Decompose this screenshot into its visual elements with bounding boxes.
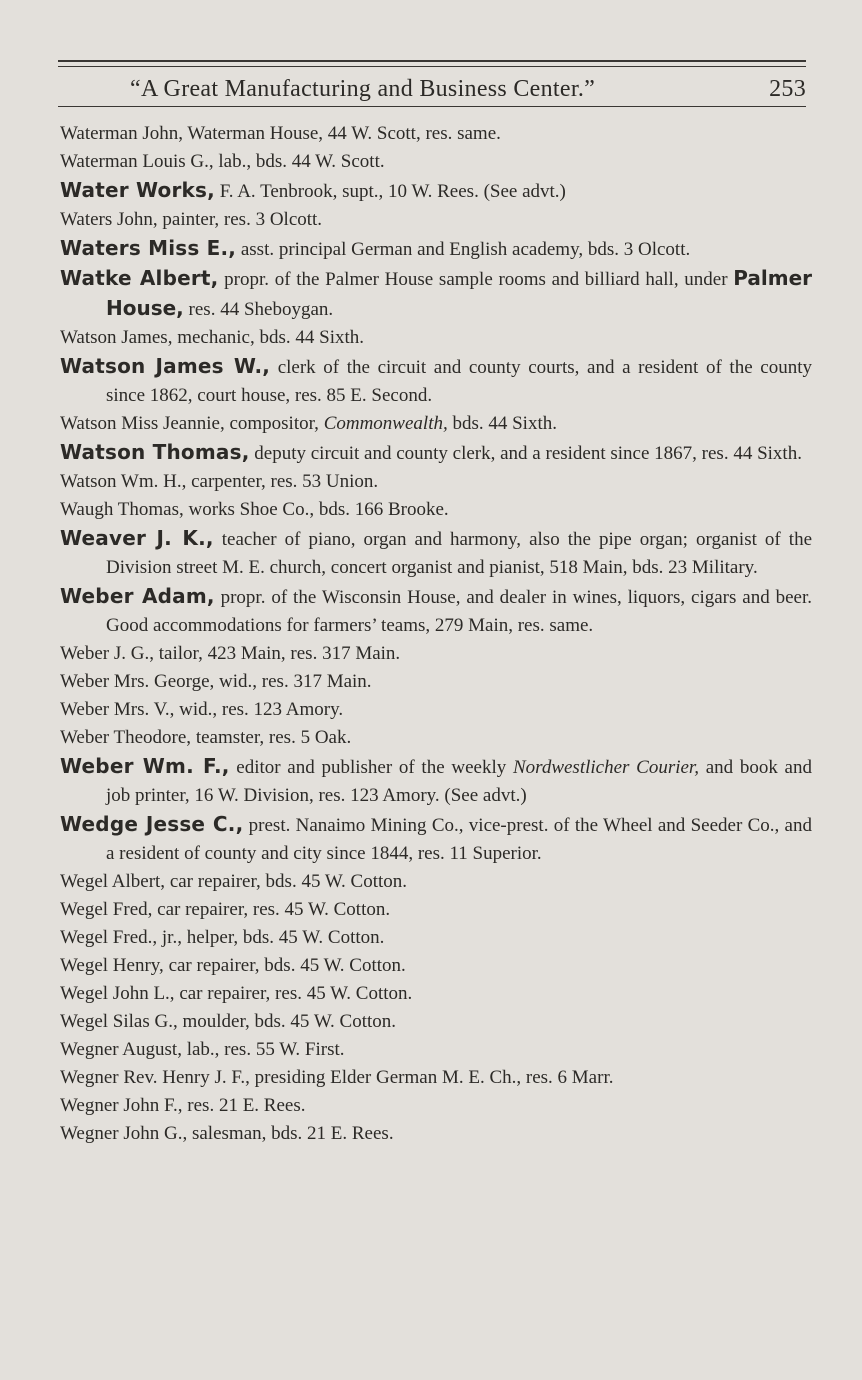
- entry-name: Water Works,: [60, 178, 215, 202]
- entry-name: Wegel Fred., jr.,: [60, 927, 182, 948]
- header-rule-top: [58, 60, 806, 62]
- entry: [60, 952, 812, 980]
- entry-details: works Shoe Co., bds. 166 Brooke.: [183, 499, 449, 520]
- entry-details: tailor, 423 Main, res. 317 Main.: [153, 643, 401, 664]
- entry: [60, 752, 812, 810]
- header-rule-top-thin: [58, 66, 806, 67]
- entry: [60, 206, 812, 234]
- entry-name: Wegner Rev. Henry J. F.,: [60, 1067, 250, 1088]
- entry-details: editor and publisher of the weekly: [229, 757, 513, 778]
- entry-name: Wegner John F.,: [60, 1095, 183, 1116]
- entry-details: presiding Elder German M. E. Ch., res. 6 Marr.: [249, 1067, 614, 1088]
- entry-details: wid., res. 317 Main.: [214, 671, 372, 692]
- entry-name: Weber Theodore,: [60, 727, 192, 748]
- entry-name: Wegel Fred,: [60, 899, 153, 920]
- entry-name: Watson James W.,: [60, 354, 271, 378]
- entry-details: mechanic, bds. 44 Sixth.: [172, 327, 365, 348]
- entry: [60, 668, 812, 696]
- entry-details: prest. Nanaimo Mining Co., vice-prest. of the Wheel and Seeder Co., and a resident of county and city since 1844, res. 11 Superior.: [106, 815, 812, 864]
- entry-name: Watson Miss Jeannie,: [60, 413, 225, 434]
- entry-name: Wegel John L.,: [60, 983, 175, 1004]
- entry-name: Wegel Albert,: [60, 871, 166, 892]
- entry: [60, 1120, 812, 1148]
- entry-name: Wegel Henry,: [60, 955, 164, 976]
- entry-details: F. A. Tenbrook, supt., 10 W. Rees. (See advt.): [214, 181, 566, 202]
- entry: [60, 640, 812, 668]
- entry: [60, 1036, 812, 1064]
- entry: [60, 468, 812, 496]
- entry: [60, 438, 812, 468]
- entry: [60, 980, 812, 1008]
- header-rule-bottom: [58, 106, 806, 107]
- entry-name: Weber Mrs. George,: [60, 671, 215, 692]
- entry: [60, 410, 812, 438]
- page-number: 253: [769, 76, 806, 102]
- entry: [60, 810, 812, 868]
- entry: [60, 264, 812, 324]
- entry: [60, 896, 812, 924]
- entry-name: Watke Albert,: [60, 266, 219, 290]
- entry-details: Waterman House, 44 W. Scott, res. same.: [183, 123, 501, 144]
- entry-details: propr. of the Wisconsin House, and dealer in wines, liquors, cigars and beer. Good accommodations for farmers’ teams, 279 Main, res. same.: [106, 587, 812, 636]
- entry: [60, 696, 812, 724]
- entry-details: moulder, bds. 45 W. Cotton.: [177, 1011, 397, 1032]
- entry-details: car repairer, bds. 45 W. Cotton.: [165, 871, 408, 892]
- header-title: “A Great Manufacturing and Business Center.”: [130, 76, 596, 102]
- entry-name: Waters John,: [60, 209, 158, 230]
- entry-name: Waters Miss E.,: [60, 236, 237, 260]
- entry-name: Waterman Louis G.,: [60, 151, 214, 172]
- entry-name: Weaver J. K.,: [60, 526, 214, 550]
- entry-details: teacher of piano, organ and harmony, also the pipe organ; organist of the Division street M. E. church, concert organist and pianist, 518 Main, bds. 23 Military.: [106, 529, 812, 578]
- entry-details: res. 21 E. Rees.: [182, 1095, 306, 1116]
- entry-name: Weber Mrs. V.,: [60, 699, 175, 720]
- entry-details: lab., bds. 44 W. Scott.: [213, 151, 385, 172]
- entry: [60, 120, 812, 148]
- entry-name: Watson James,: [60, 327, 173, 348]
- entry-name: Wedge Jesse C.,: [60, 812, 244, 836]
- entry-details: asst. principal German and English academy, bds. 3 Olcott.: [236, 239, 691, 260]
- entry-name: Waterman John,: [60, 123, 183, 144]
- entry-details: car repairer, bds. 45 W. Cotton.: [163, 955, 406, 976]
- entry-name: Watson Thomas,: [60, 440, 250, 464]
- entry-details: propr. of the Palmer House sample rooms and billiard hall, under: [218, 269, 734, 290]
- entry-details: carpenter, res. 53 Union.: [186, 471, 379, 492]
- entry: [60, 1008, 812, 1036]
- entry-name: Waugh Thomas,: [60, 499, 184, 520]
- entry-bold-inline: Palmer House,: [106, 266, 812, 320]
- entry-italic: Commonwealth,: [323, 413, 448, 434]
- entry-italic: Nordwestlicher Courier,: [512, 757, 699, 778]
- entry: [60, 324, 812, 352]
- entry: [60, 582, 812, 640]
- entry: [60, 496, 812, 524]
- entry-name: Weber Wm. F.,: [60, 754, 230, 778]
- entry-details-end: and book and job printer, 16 W. Division, res. 123 Amory. (See advt.): [106, 757, 812, 806]
- directory-entries: [60, 120, 812, 1148]
- entry-details: compositor,: [224, 413, 324, 434]
- entry: [60, 924, 812, 952]
- entry-name: Wegel Silas G.,: [60, 1011, 178, 1032]
- entry-details: clerk of the circuit and county courts, and a resident of the county since 1862, court house, res. 85 E. Second.: [106, 357, 812, 406]
- entry: [60, 868, 812, 896]
- entry-details: lab., res. 55 W. First.: [181, 1039, 345, 1060]
- entry: [60, 176, 812, 206]
- entry: [60, 234, 812, 264]
- entry: [60, 1092, 812, 1120]
- entry: [60, 352, 812, 410]
- entry-name: Wegner John G.,: [60, 1123, 188, 1144]
- entry-details: wid., res. 123 Amory.: [174, 699, 344, 720]
- entry-name: Weber J. G.,: [60, 643, 154, 664]
- entry-details: salesman, bds. 21 E. Rees.: [187, 1123, 394, 1144]
- entry-details: teamster, res. 5 Oak.: [191, 727, 352, 748]
- entry: [60, 524, 812, 582]
- entry-details: car repairer, res. 45 W. Cotton.: [152, 899, 391, 920]
- entry-name: Watson Wm. H.,: [60, 471, 187, 492]
- entry: [60, 724, 812, 752]
- entry-name: Weber Adam,: [60, 584, 215, 608]
- entry-details-end: bds. 44 Sixth.: [447, 413, 557, 434]
- entry-details: car repairer, res. 45 W. Cotton.: [174, 983, 413, 1004]
- entry-details: helper, bds. 45 W. Cotton.: [181, 927, 385, 948]
- entry: [60, 1064, 812, 1092]
- entry-details: painter, res. 3 Olcott.: [157, 209, 323, 230]
- running-header: [58, 72, 806, 106]
- entry-name: Wegner August,: [60, 1039, 182, 1060]
- entry-details: deputy circuit and county clerk, and a resident since 1867, res. 44 Sixth.: [249, 443, 802, 464]
- entry-details-end: res. 44 Sheboygan.: [183, 299, 334, 320]
- entry: [60, 148, 812, 176]
